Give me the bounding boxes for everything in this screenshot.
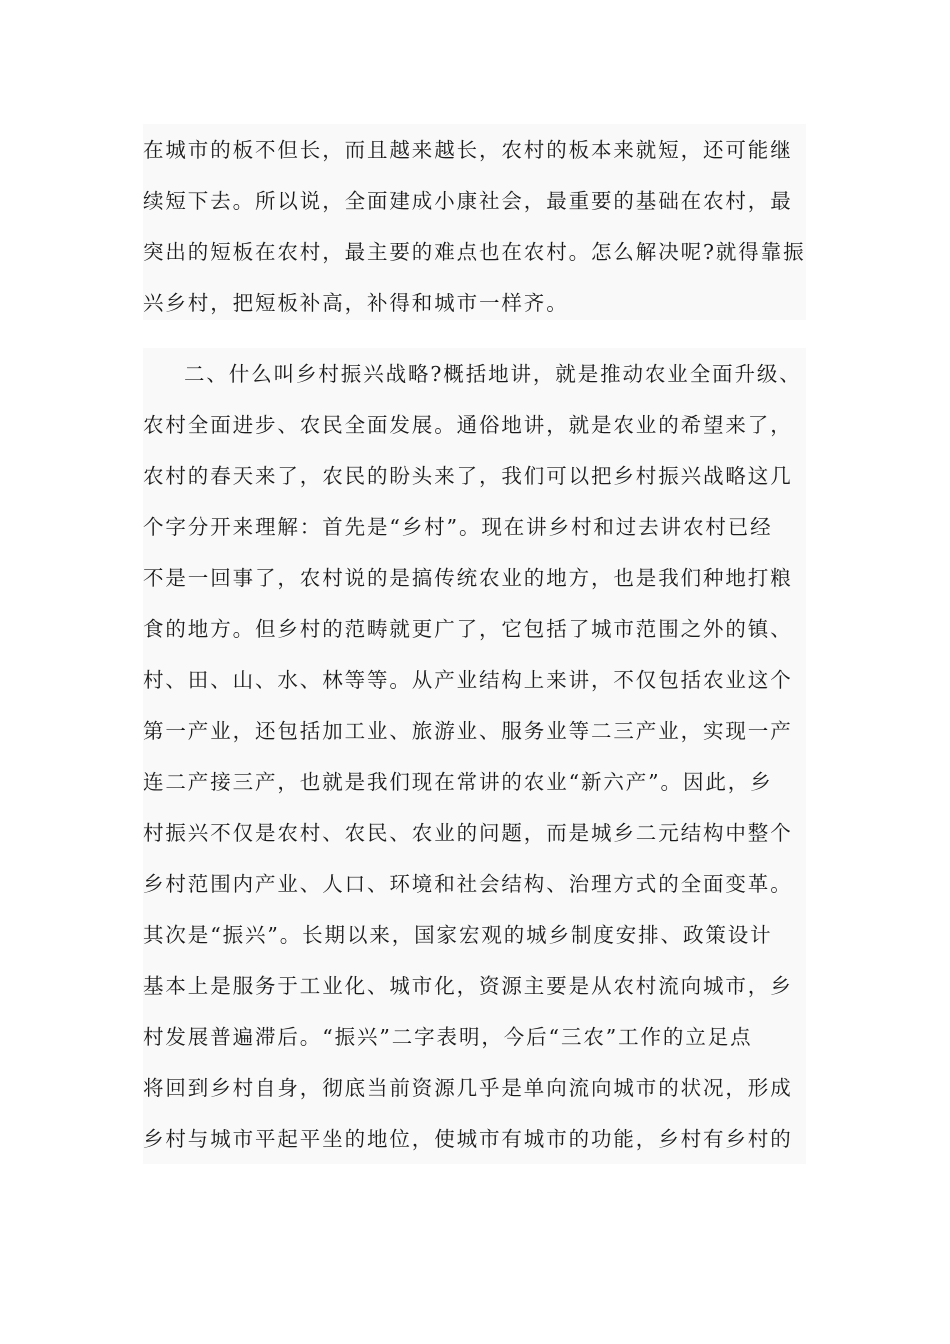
text-line: 兴乡村，把短板补高，补得和城市一样齐。: [143, 291, 569, 315]
text-line: 乡村范围内产业、人口、环境和社会结构、治理方式的全面变革。: [143, 872, 793, 896]
text-line: 突出的短板在农村，最主要的难点也在农村。怎么解决呢?就得靠振: [143, 240, 806, 264]
paragraph-section-two: [143, 348, 806, 1165]
text-line: 村振兴不仅是农村、农民、农业的问题，而是城乡二元结构中整个: [143, 821, 793, 845]
text-line: 个字分开来理解：首先是“乡村”。现在讲乡村和过去讲农村已经: [143, 515, 773, 539]
text-line: 基本上是服务于工业化、城市化，资源主要是从农村流向城市，乡: [143, 974, 793, 998]
paragraph-continuation: [143, 124, 806, 329]
text-line: 连二产接三产，也就是我们现在常讲的农业“新六产”。因此，乡: [143, 770, 773, 794]
text-line: 农村的春天来了，农民的盼头来了，我们可以把乡村振兴战略这几: [143, 464, 793, 488]
text-line: 农村全面进步、农民全面发展。通俗地讲，就是农业的希望来了，: [143, 413, 793, 437]
text-line: 将回到乡村自身，彻底当前资源几乎是单向流向城市的状况，形成: [143, 1076, 793, 1100]
text-line: 其次是“振兴”。长期以来，国家宏观的城乡制度安排、政策设计: [143, 923, 773, 947]
text-line: 乡村与城市平起平坐的地位，使城市有城市的功能，乡村有乡村的: [143, 1127, 793, 1151]
text-line: 村、田、山、水、林等等。从产业结构上来讲，不仅包括农业这个: [143, 668, 793, 692]
text-line: 二、什么叫乡村振兴战略?概括地讲，就是推动农业全面升级、: [184, 362, 802, 386]
text-line: 村发展普遍滞后。“振兴”二字表明，今后“三农”工作的立足点: [143, 1025, 753, 1049]
text-block-continuation: [143, 124, 806, 320]
text-block-section-two: [143, 348, 806, 1164]
text-line: 续短下去。所以说，全面建成小康社会，最重要的基础在农村，最: [143, 189, 793, 213]
text-line: 食的地方。但乡村的范畴就更广了，它包括了城市范围之外的镇、: [143, 617, 793, 641]
text-line: 不是一回事了，农村说的是搞传统农业的地方，也是我们种地打粮: [143, 566, 793, 590]
text-line: 在城市的板不但长，而且越来越长，农村的板本来就短，还可能继: [143, 138, 793, 162]
text-line: 第一产业，还包括加工业、旅游业、服务业等二三产业，实现一产: [143, 719, 793, 743]
